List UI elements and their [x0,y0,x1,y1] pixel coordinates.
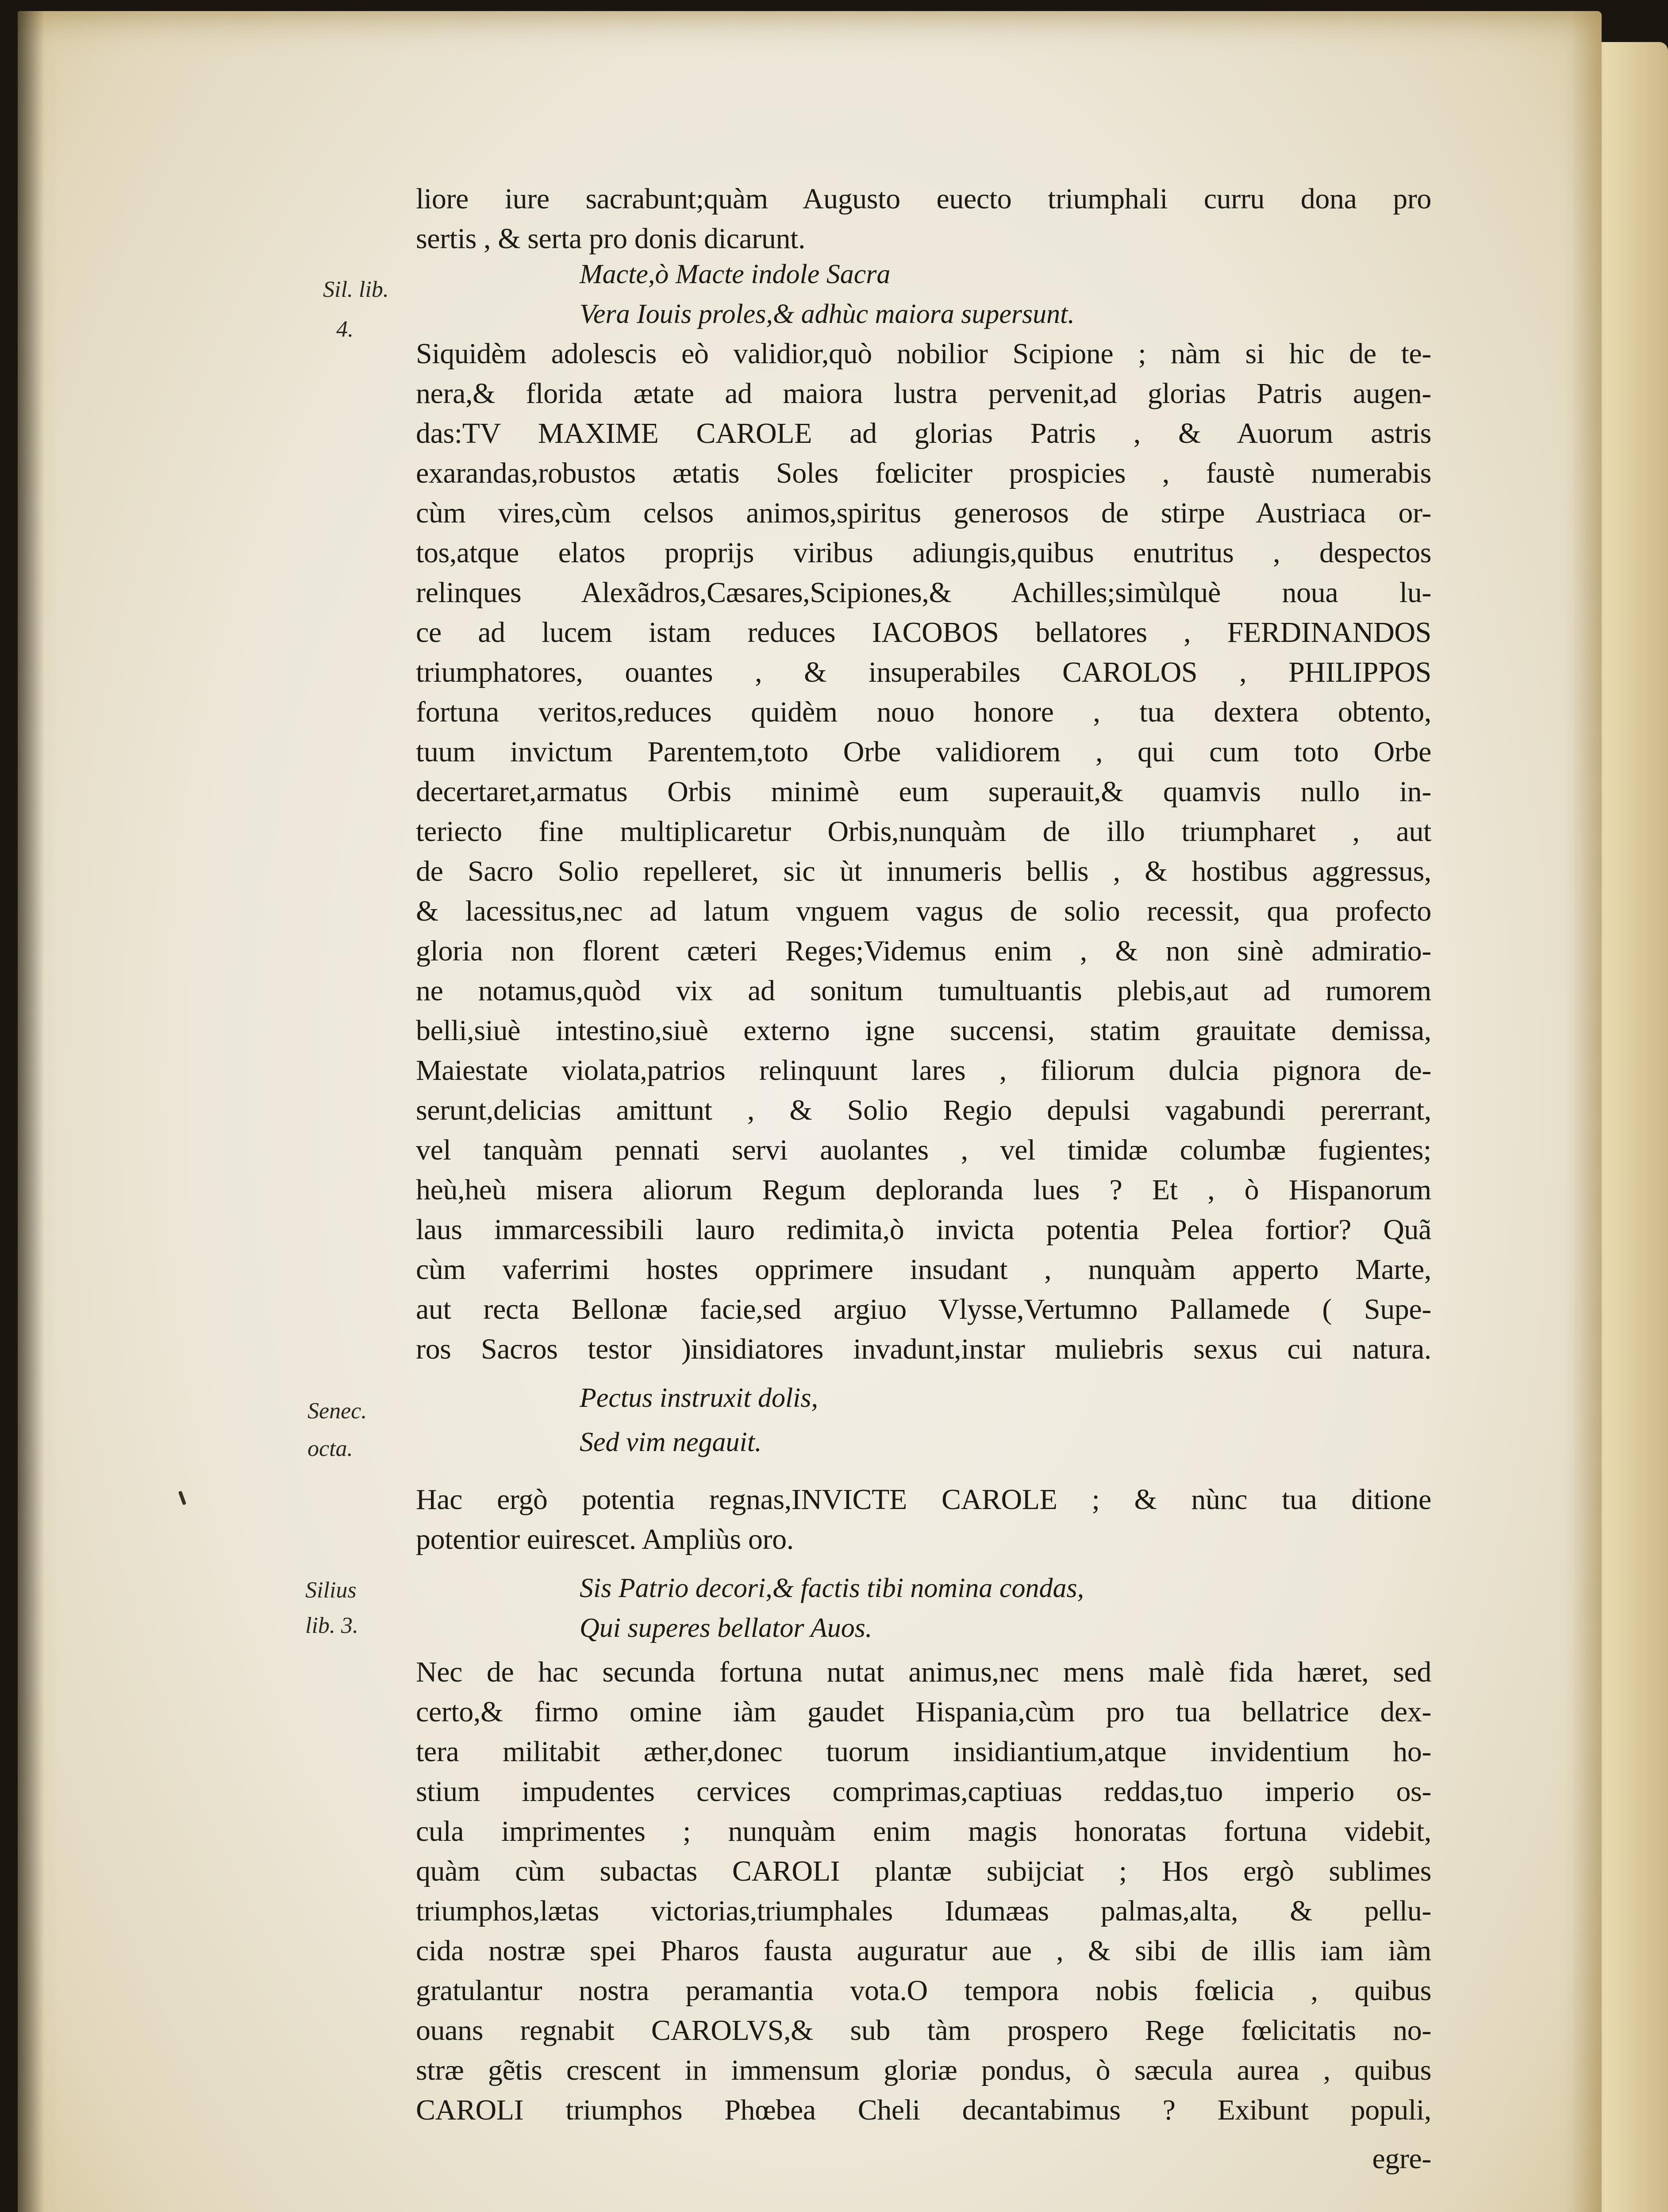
text-line: exarandas,robustos ætatis Soles fœliciter prospicies , faustè numerabis [416,457,1431,489]
verse-line: Qui superes bellator Auos. [580,1613,872,1643]
text-line: decertaret,armatus Orbis minimè eum superauit,& quamvis nullo in- [416,776,1431,808]
text-line: & lacessitus,nec ad latum vnguem vagus de solio recessit, qua profecto [416,895,1431,927]
text-line: aut recta Bellonæ facie,sed argiuo Vlysse,Vertumno Pallamede ( Supe- [416,1293,1431,1325]
margin-note: Sil. lib. [323,277,389,302]
text-line: belli,siuè intestino,siuè externo igne succensi, statim grauitate demissa, [416,1014,1431,1047]
text-line: cùm vires,cùm celsos animos,spiritus generosos de stirpe Austriaca or- [416,497,1431,529]
text-line: ros Sacros testor )insidiatores invadunt,instar muliebris sexus cui natura. [416,1333,1431,1365]
verse-line: Sis Patrio decori,& factis tibi nomina condas, [580,1573,1084,1603]
text-line: tos,atque elatos proprijs viribus adiungis,quibus enutritus , despectos [416,537,1431,569]
text-line: cula imprimentes ; nunquàm enim magis honoratas fortuna videbit, [416,1815,1431,1847]
text-line: quàm cùm subactas CAROLI plantæ subijciat ; Hos ergò sublimes [416,1855,1431,1887]
verse-line: Vera Iouis proles,& adhùc maiora supersunt. [580,299,1075,329]
text-line: triumphatores, ouantes , & insuperabiles CAROLOS , PHILIPPOS [416,656,1431,688]
text-line: nera,& florida ætate ad maiora lustra pervenit,ad glorias Patris augen- [416,377,1431,410]
text-line: cida nostræ spei Pharos fausta auguratur aue , & sibi de illis iam iàm [416,1935,1431,1967]
text-line: relinques Alexãdros,Cæsares,Scipiones,& Achilles;simùlquè noua lu- [416,576,1431,609]
text-line: gloria non florent cæteri Reges;Videmus enim , & non sinè admiratio- [416,935,1431,967]
text-line: Siquidèm adolescis eò validior,quò nobilior Scipione ; nàm si hic de te- [416,338,1431,370]
text-line: tera militabit æther,donec tuorum insidiantium,atque invidentium ho- [416,1736,1431,1768]
text-line: stræ gẽtis crescent in immensum gloriæ pondus, ò sæcula aurea , quibus [416,2054,1431,2086]
text-line: CAROLI triumphos Phœbea Cheli decantabimus ? Exibunt populi, [416,2094,1431,2126]
text-line: das:TV MAXIME CAROLE ad glorias Patris , & Auorum astris [416,417,1431,449]
text-line: de Sacro Solio repelleret, sic ùt innumeris bellis , & hostibus aggressus, [416,855,1431,887]
text-line: cùm vaferrimi hostes opprimere insudant , nunquàm apperto Marte, [416,1253,1431,1286]
catchword: egre- [1372,2143,1431,2175]
text-line: fortuna veritos,reduces quidèm nouo honore , tua dextera obtento, [416,696,1431,728]
text-line: vel tanquàm pennati servi auolantes , vel timidæ columbæ fugientes; [416,1134,1431,1166]
text-line: potentior euirescet. Ampliùs oro. [416,1523,794,1555]
text-line: heù,heù misera aliorum Regum deploranda lues ? Et , ò Hispanorum [416,1174,1431,1206]
verse-line: Macte,ò Macte indole Sacra [580,259,891,289]
text-line: serunt,delicias amittunt , & Solio Regio depulsi vagabundi pererrant, [416,1094,1431,1126]
text-line: sertis , & serta pro donis dicarunt. [416,223,806,255]
text-line: gratulantur nostra peramantia vota.O tempora nobis fœlicia , quibus [416,1974,1431,2007]
text-line: triumphos,lætas victorias,triumphales Idumæas palmas,alta, & pellu- [416,1895,1431,1927]
verse-line: Sed vim negauit. [580,1427,762,1457]
margin-note: lib. 3. [305,1613,358,1638]
text-line: ce ad lucem istam reduces IACOBOS bellatores , FERDINANDOS [416,616,1431,649]
text-line: Maiestate violata,patrios relinquunt lares , filiorum dulcia pignora de- [416,1054,1431,1087]
margin-note: octa. [307,1436,353,1461]
text-line: laus immarcessibili lauro redimita,ò invicta potentia Pelea fortior? Quã [416,1214,1431,1246]
text-line: ne notamus,quòd vix ad sonitum tumultuantis plebis,aut ad rumorem [416,975,1431,1007]
text-line: tuum invictum Parentem,toto Orbe validiorem , qui cum toto Orbe [416,736,1431,768]
margin-note: Silius [305,1578,357,1603]
verse-line: Pectus instruxit dolis, [580,1383,819,1413]
text-line: Hac ergò potentia regnas,INVICTE CAROLE ; & nùnc tua ditione [416,1483,1431,1516]
margin-note: 4. [336,317,354,342]
text-line: stium impudentes cervices comprimas,captiuas reddas,tuo imperio os- [416,1775,1431,1808]
text-line: Nec de hac secunda fortuna nutat animus,nec mens malè fida hæret, sed [416,1656,1431,1688]
margin-note: Senec. [307,1398,367,1424]
text-line: ouans regnabit CAROLVS,& sub tàm prospero Rege fœlicitatis no- [416,2014,1431,2047]
text-line: liore iure sacrabunt;quàm Augusto euecto triumphali curru dona pro [416,183,1431,215]
text-line: certo,& firmo omine iàm gaudet Hispania,cùm pro tua bellatrice dex- [416,1696,1431,1728]
page-gutter [18,11,44,2212]
text-line: teriecto fine multiplicaretur Orbis,nunquàm de illo triumpharet , aut [416,815,1431,848]
